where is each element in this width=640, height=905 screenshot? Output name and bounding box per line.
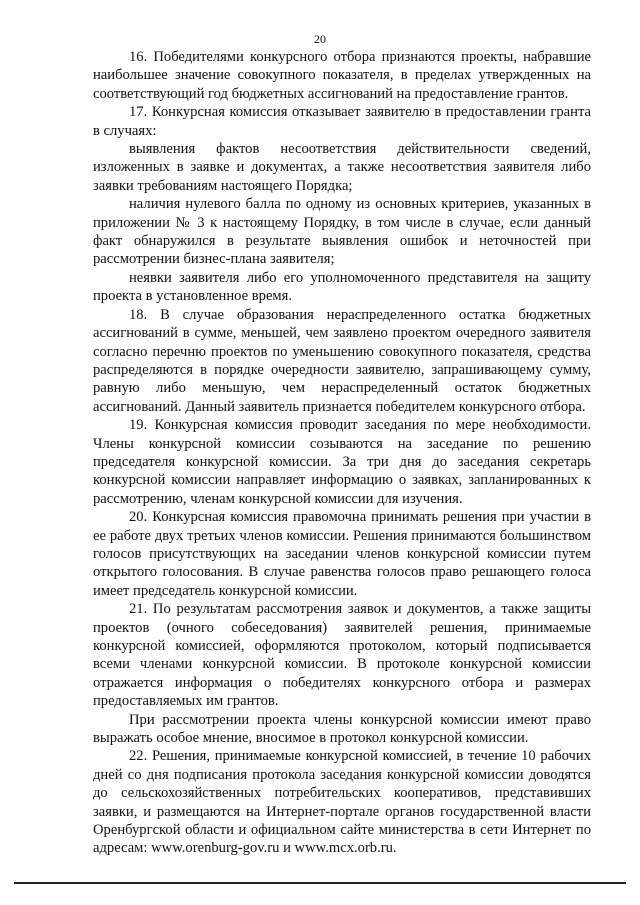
page-bottom-rule bbox=[14, 882, 626, 884]
paragraph-20: 20. Конкурсная комиссия правомочна принимать решения при участии в ее работе двух третьих членов комиссии. Решения принимаются большинством голосов присутствующих на заседании членов конкурсной комиссии путем открытого голосования. В случае равенства голосов право решающего голоса имеет председатель конкурсной комиссии. bbox=[93, 509, 591, 599]
paragraph-17-item-3: неявки заявителя либо его уполномоченного представителя на защиту проекта в установленное время. bbox=[93, 269, 591, 305]
paragraph-17: 17. Конкурсная комиссия отказывает заявителю в предоставлении гранта в случаях: bbox=[93, 104, 591, 139]
paragraph-21: 21. По результатам рассмотрения заявок и документов, а также защиты проектов (очного собеседования) заявителей решения, принимаемые конкурсной комиссией, оформляются протоколом, который подписывается всеми членами конкурсной комиссии. В протоколе конкурсной комиссии отражается информация о победителях конкурсного отбора и размерах предоставляемых им грантов. bbox=[93, 601, 591, 710]
paragraph-18: 18. В случае образования нераспределенного остатка бюджетных ассигнований в сумме, меньшей, чем заявлено проектом очередного заявителя согласно перечню проектов по уменьшению совокупного показателя, средства распределяются в порядке очередности заявителю, запрашивающему сумму, равную либо меньшую, чем нераспределенный остаток бюджетных ассигнований. Данный заявитель признается победителем конкурсного отбора. bbox=[93, 306, 591, 415]
paragraph-22: 22. Решения, принимаемые конкурсной комиссией, в течение 10 рабочих дней со дня подписания протокола заседания конкурсной комиссии доводятся до сельскохозяйственных потребительских кооперативов, представивших заявки, и размещаются на Интернет-портале органов государственной власти Оренбургской области и официальном сайте министерства в сети Интернет по адресам: www.orenburg-gov.ru и www.mcx.orb.ru. bbox=[93, 748, 591, 857]
page-number: 20 bbox=[314, 32, 326, 46]
paragraph-17-item-2: наличия нулевого балла по одному из основных критериев, указанных в приложении № 3 к настоящему Порядку, в том числе в случае, если данный факт обнаружился в результате выявления ошибок и неточностей при рассмотрении бизнес-плана заявителя; bbox=[93, 196, 591, 268]
paragraph-17-item-1: выявления фактов несоответствия действительности сведений, изложенных в заявке и документах, а также несоответствия заявителя либо заявки требованиям настоящего Порядка; bbox=[93, 141, 591, 194]
document-body bbox=[93, 48, 591, 858]
paragraph-21-note: При рассмотрении проекта члены конкурсной комиссии имеют право выражать особое мнение, вносимое в протокол конкурсной комиссии. bbox=[93, 711, 591, 747]
paragraph-19: 19. Конкурсная комиссия проводит заседания по мере необходимости. Члены конкурсной комиссии созываются на заседание по решению председателя конкурсной комиссии. За три дня до заседания секретарь конкурсной комиссии направляет информацию о заявках, запланированных к рассмотрению, членам конкурсной комиссии для изучения. bbox=[93, 417, 591, 507]
paragraph-16: 16. Победителями конкурсного отбора признаются проекты, набравшие наибольшее значение совокупного показателя, в пределах утвержденных на соответствующий год бюджетных ассигнований на предоставление грантов. bbox=[93, 49, 591, 102]
